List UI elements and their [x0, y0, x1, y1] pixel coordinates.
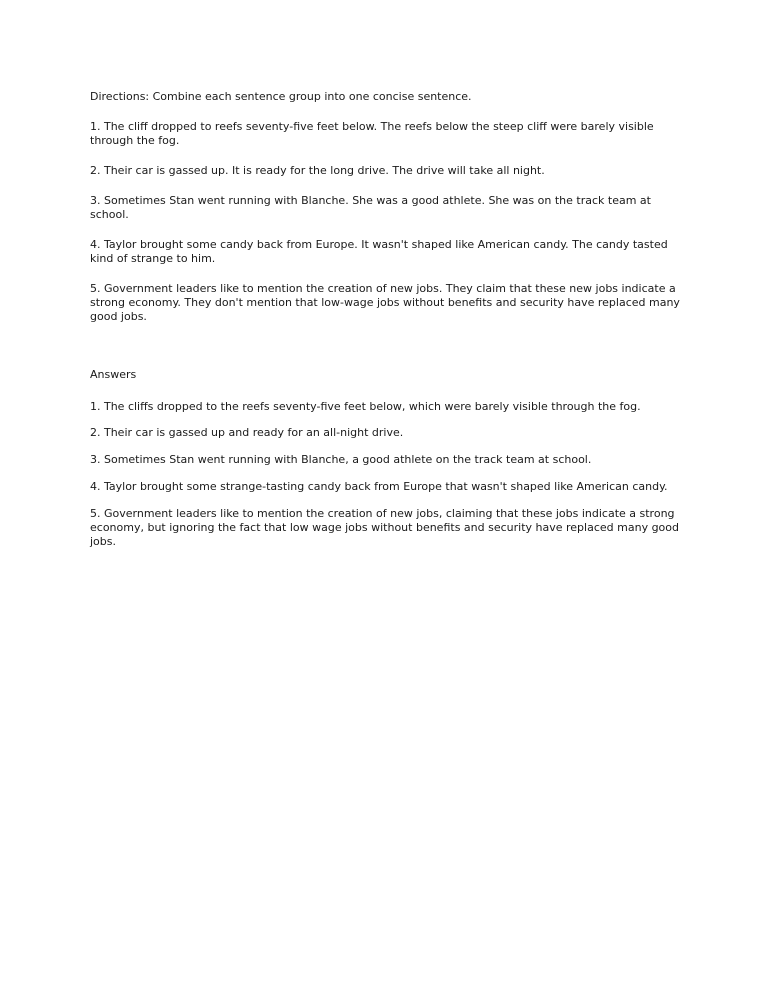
answer-5: 5. Government leaders like to mention the creation of new jobs, claiming that these jobs indicate a strong economy, but ignoring the fact that low wage jobs without benefits and security have replaced many good jobs.	[90, 507, 679, 548]
answer-4: 4. Taylor brought some strange-tasting candy back from Europe that wasn't shaped like American candy.	[90, 480, 668, 493]
answer-2: 2. Their car is gassed up and ready for an all-night drive.	[90, 426, 404, 439]
question-3: 3. Sometimes Stan went running with Blanche. She was a good athlete. She was on the track team at school.	[90, 194, 651, 221]
answer-1: 1. The cliffs dropped to the reefs seventy-five feet below, which were barely visible through the fog.	[90, 400, 641, 413]
question-4: 4. Taylor brought some candy back from Europe. It wasn't shaped like American candy. The candy tasted kind of strange to him.	[90, 238, 668, 265]
question-5: 5. Government leaders like to mention the creation of new jobs. They claim that these new jobs indicate a strong economy. They don't mention that low-wage jobs without benefits and security have replaced many good jobs.	[90, 282, 680, 323]
question-1: 1. The cliff dropped to reefs seventy-five feet below. The reefs below the steep cliff were barely visible through the fog.	[90, 120, 654, 147]
document-page	[90, 90, 680, 549]
directions-text: Directions: Combine each sentence group into one concise sentence.	[90, 90, 472, 103]
question-2: 2. Their car is gassed up. It is ready for the long drive. The drive will take all night.	[90, 164, 545, 177]
answers-heading: Answers	[90, 368, 137, 381]
answer-3: 3. Sometimes Stan went running with Blanche, a good athlete on the track team at school.	[90, 453, 592, 466]
